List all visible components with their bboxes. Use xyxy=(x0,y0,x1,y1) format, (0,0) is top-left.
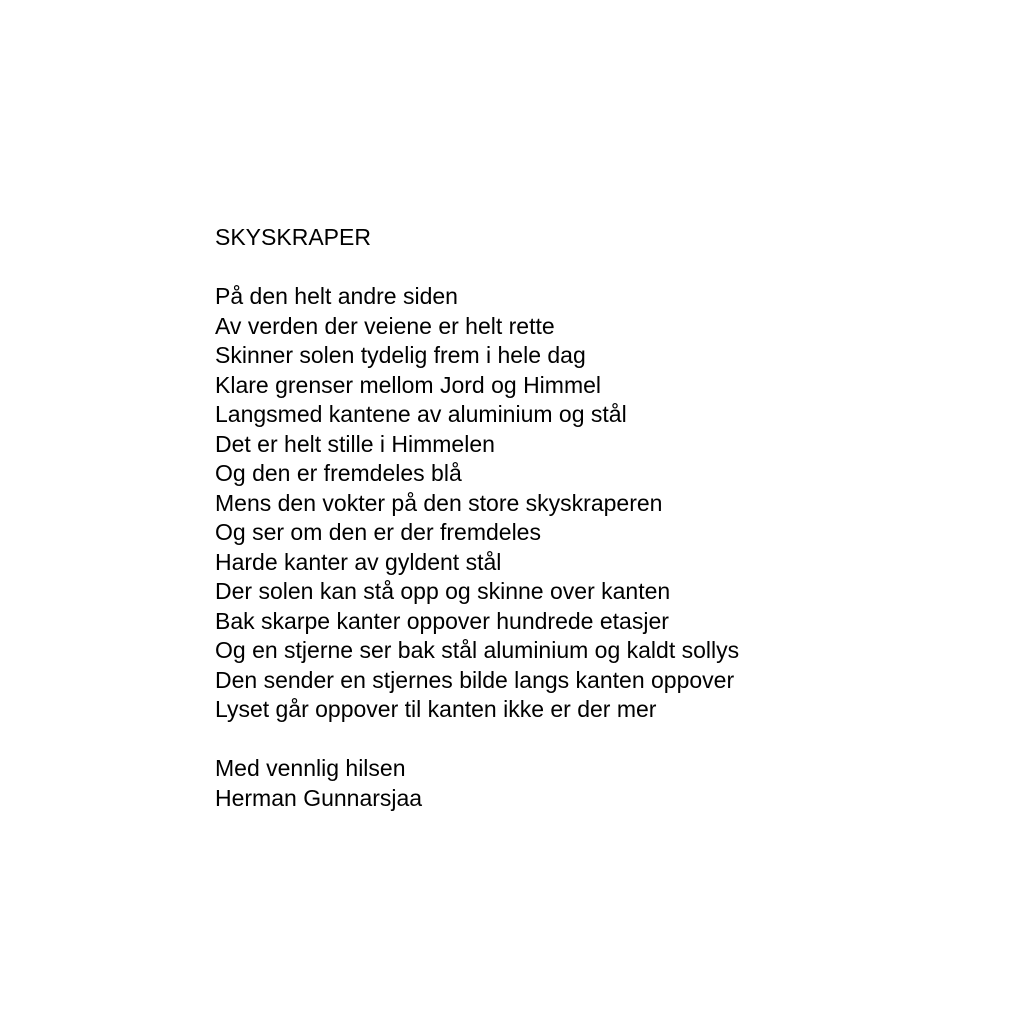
poem-line: Mens den vokter på den store skyskraperen xyxy=(215,489,663,516)
poem-line: Lyset går oppover til kanten ikke er der mer xyxy=(215,696,657,722)
poem-line: Og ser om den er der fremdeles xyxy=(215,519,541,545)
poem-line: Langsmed kantene av aluminium og stål xyxy=(215,401,627,427)
poem-line: Og den er fremdeles blå xyxy=(215,460,462,486)
poem-line: Klare grenser mellom Jord og Himmel xyxy=(215,371,602,398)
signature-block xyxy=(215,754,975,813)
poem-line: Skinner solen tydelig frem i hele dag xyxy=(215,342,586,368)
poem-line: Det er helt stille i Himmelen xyxy=(215,430,495,457)
poem-line: Harde kanter av gyldent stål xyxy=(215,548,502,575)
poem-line: Av verden der veiene er helt rette xyxy=(215,312,555,339)
poem-line: Der solen kan stå opp og skinne over kanten xyxy=(215,578,671,604)
closing-line: Med vennlig hilsen xyxy=(215,755,406,781)
poem-title: SKYSKRAPER xyxy=(215,224,371,250)
poem-line: Bak skarpe kanter oppover hundrede etasjer xyxy=(215,607,669,634)
poem xyxy=(215,223,975,813)
poem-line: Og en stjerne ser bak stål aluminium og kaldt sollys xyxy=(215,637,740,663)
poem-verse xyxy=(215,282,975,725)
poem-line: På den helt andre siden xyxy=(215,283,458,309)
poem-line: Den sender en stjernes bilde langs kanten oppover xyxy=(215,666,735,693)
author-name: Herman Gunnarsjaa xyxy=(215,784,423,811)
